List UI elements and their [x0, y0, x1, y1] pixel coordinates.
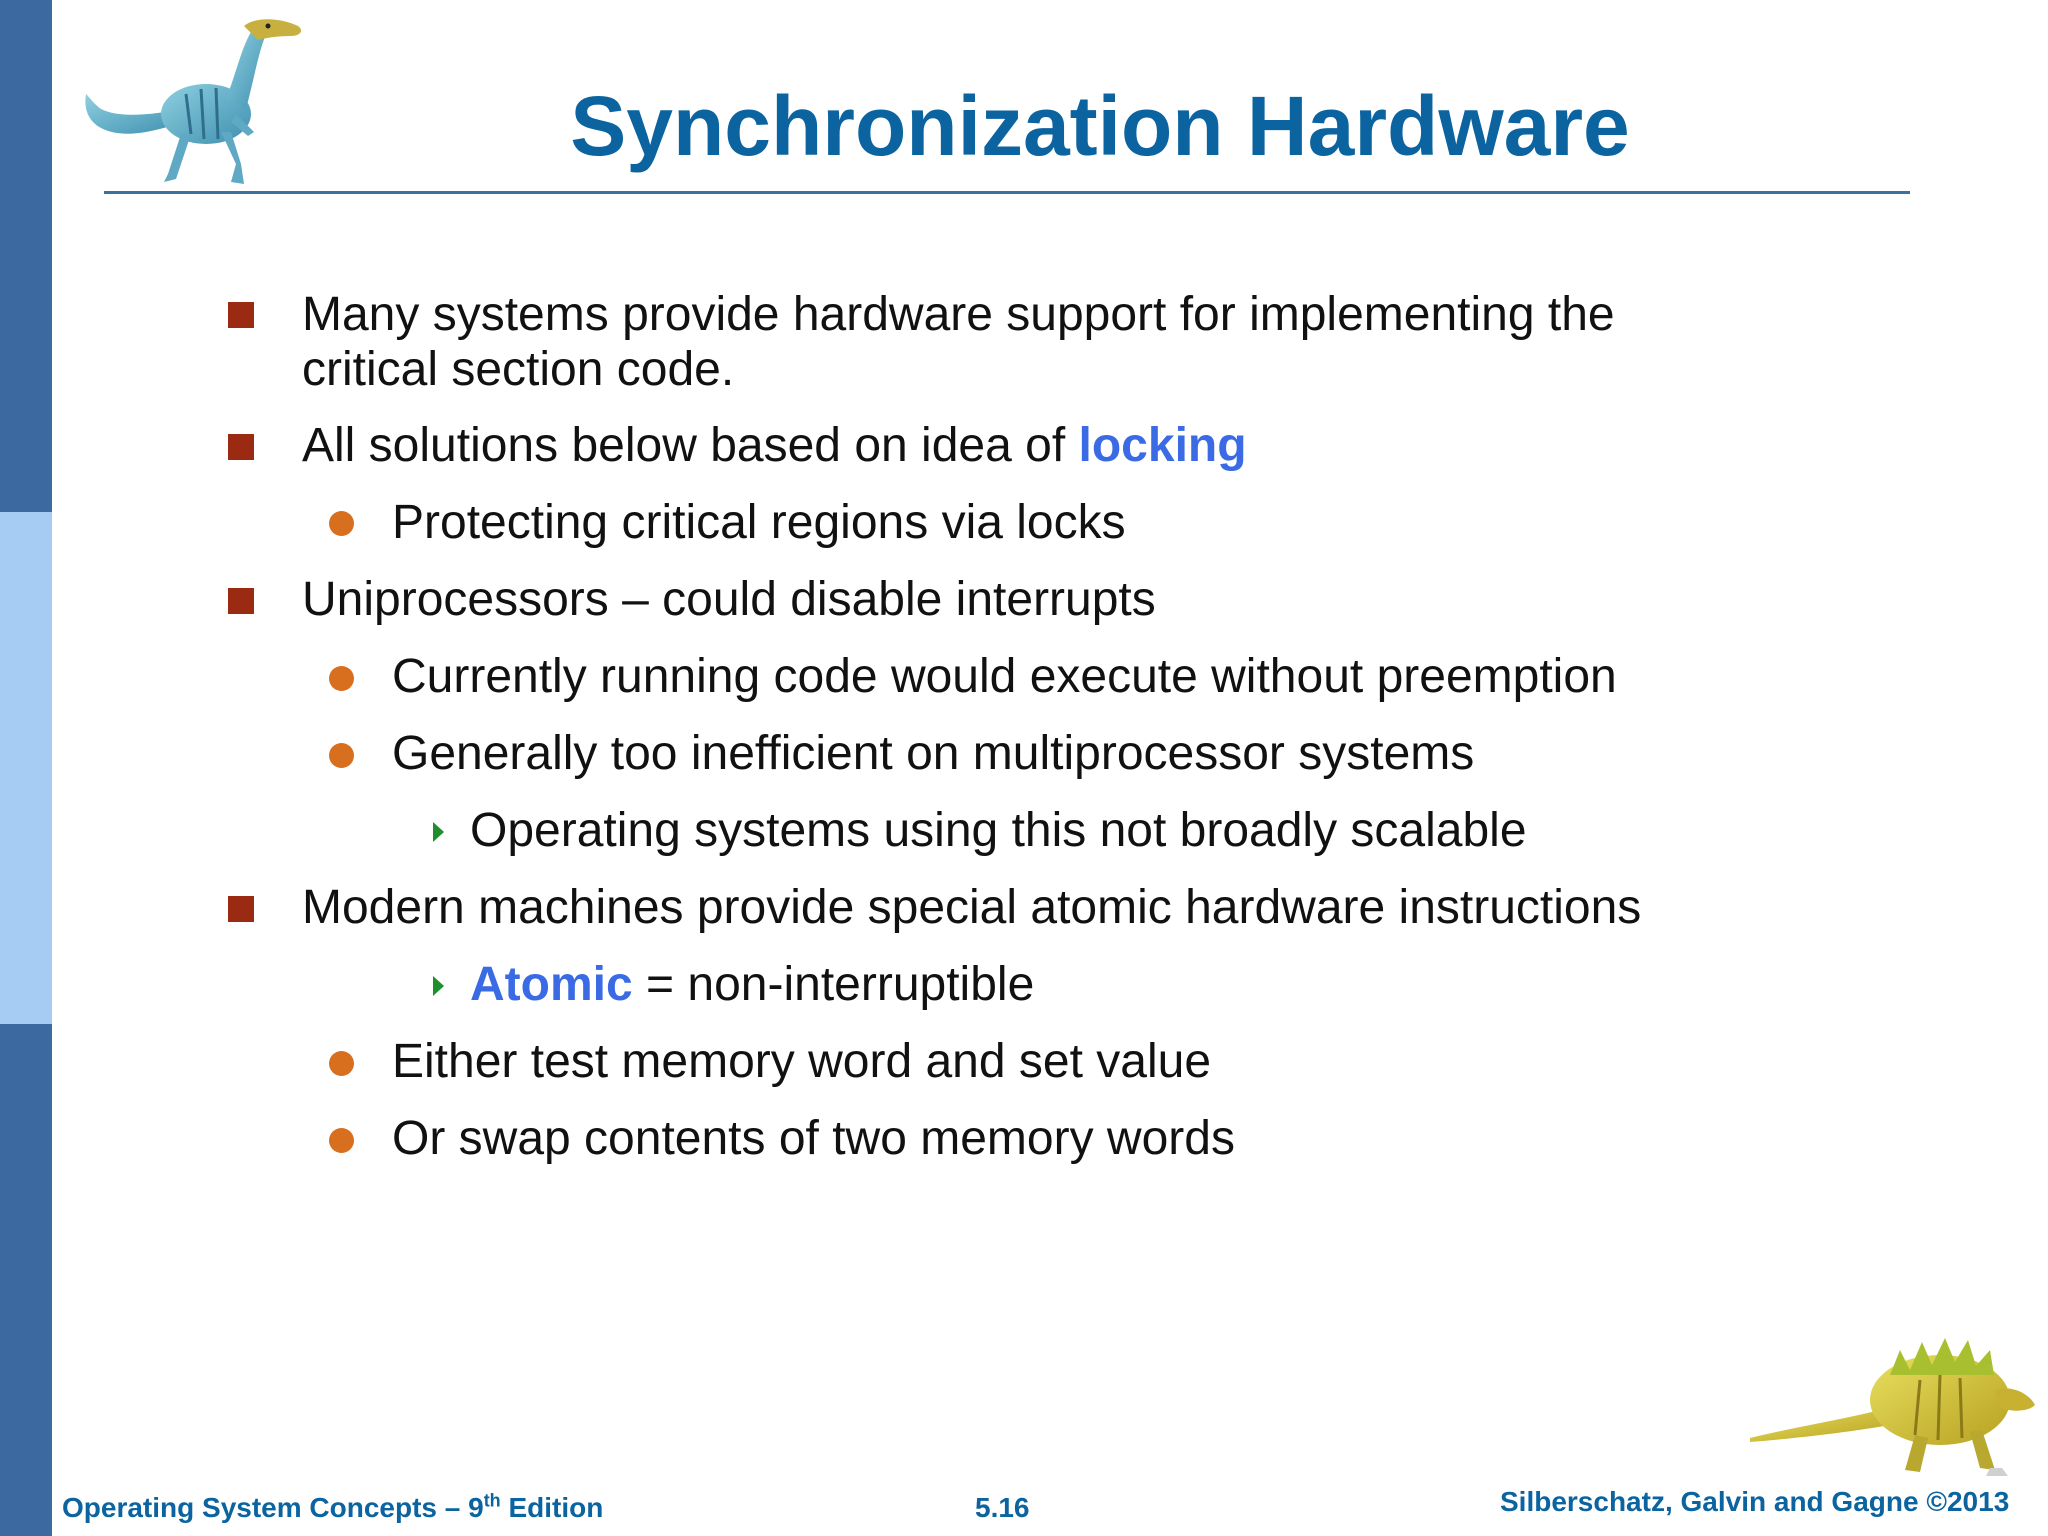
sub-bullet-text: Either test memory word and set value — [392, 1035, 1212, 1088]
slide-title: Synchronization Hardware — [570, 79, 1630, 173]
circle-bullet-icon — [329, 1128, 354, 1153]
sub-bullet-text: Or swap contents of two memory words — [392, 1112, 1235, 1165]
bullet-text: Uniprocessors – could disable interrupts — [302, 573, 1156, 626]
bullet-text: Modern machines provide special atomic hardware instructions — [302, 881, 1642, 934]
footer-book-edition: Edition — [500, 1492, 604, 1523]
square-bullet-icon — [228, 434, 254, 460]
footer-page-number: 5.16 — [975, 1492, 1030, 1523]
highlight-term: locking — [1078, 419, 1247, 472]
circle-bullet-icon — [329, 666, 354, 691]
triangle-bullet-icon — [433, 976, 444, 996]
circle-bullet-icon — [329, 1051, 354, 1076]
bullet-text-plain: All solutions below based on idea of — [302, 419, 1079, 472]
bullet-text: Many systems provide hardware support for implementing the — [302, 288, 1615, 341]
square-bullet-icon — [228, 588, 254, 614]
circle-bullet-icon — [329, 511, 354, 536]
triangle-bullet-icon — [433, 822, 444, 842]
footer-book-ordinal: th — [483, 1490, 501, 1511]
bullet-text — [302, 418, 1247, 473]
sub-sub-bullet-text: Operating systems using this not broadly scalable — [470, 804, 1527, 857]
dinosaur-icon — [1750, 1320, 2040, 1480]
bullet-text-plain: = non-interruptible — [632, 958, 1035, 1011]
sub-bullet-text: Protecting critical regions via locks — [392, 496, 1126, 549]
sub-sub-bullet-text — [470, 957, 1034, 1012]
sub-bullet-text: Currently running code would execute without preemption — [392, 650, 1617, 703]
footer-book-title — [62, 1492, 603, 1524]
footer-copyright: Silberschatz, Galvin and Gagne ©2013 — [1500, 1486, 2010, 1517]
footer-book-main: Operating System Concepts – 9 — [62, 1492, 484, 1523]
sub-bullet-text: Generally too inefficient on multiprocessor systems — [392, 727, 1475, 780]
bullet-text-continued: critical section code. — [302, 343, 735, 396]
circle-bullet-icon — [329, 743, 354, 768]
square-bullet-icon — [228, 896, 254, 922]
highlight-term: Atomic — [470, 958, 633, 1011]
square-bullet-icon — [228, 302, 254, 328]
